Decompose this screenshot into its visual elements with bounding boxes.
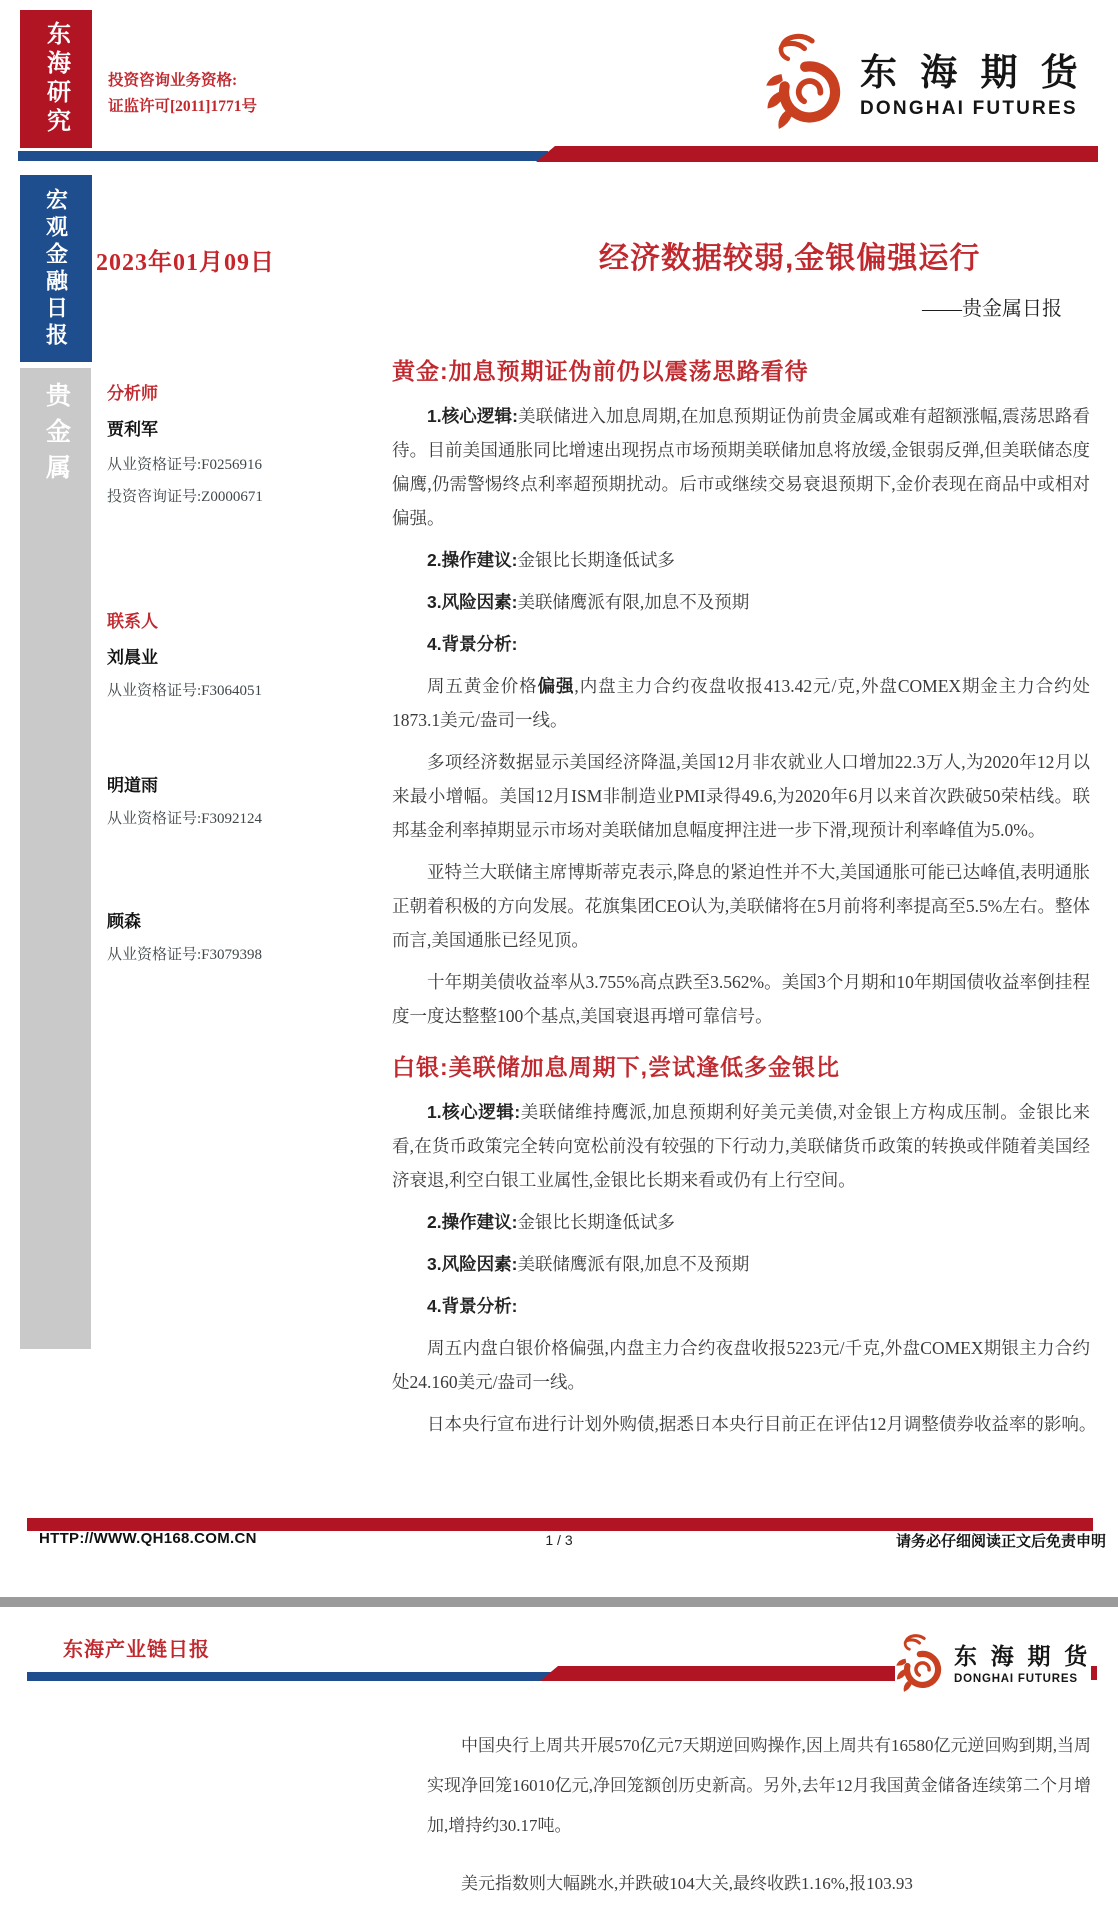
page2-divider-red xyxy=(540,1666,895,1681)
page2-report-title: 东海产业链日报 xyxy=(63,1639,210,1661)
page2-body xyxy=(427,1726,1091,1922)
gold-operation-advice-label: 2.操作建议: xyxy=(427,550,518,570)
gold-operation-advice: 2.操作建议:金银比长期逢低试多 xyxy=(427,550,675,570)
sidebar-macro-label: 宏观金融日报 xyxy=(43,187,69,350)
company-logo-text xyxy=(860,32,1085,122)
analyst-cert-2: 投资咨询证号:Z0000671 xyxy=(107,489,263,505)
analyst-cert-1: 从业资格证号:F0256916 xyxy=(107,457,263,473)
license-line-1: 投资咨询业务资格: xyxy=(108,72,238,89)
silver-background-para-1: 周五内盘白银价格偏强,内盘主力合约夜盘收报5223元/千克,外盘COMEX期银主力合约处24.160美元/盎司一线。 xyxy=(392,1338,1090,1392)
silver-background-heading: 4.背景分析: xyxy=(427,1296,518,1316)
silver-risk-factor-label: 3.风险因素: xyxy=(427,1254,518,1274)
footer-website-link[interactable]: HTTP://WWW.QH168.COM.CN xyxy=(39,1530,257,1547)
contact-cert: 从业资格证号:F3092124 xyxy=(107,811,263,827)
gold-risk-factor: 3.风险因素:美联储鹰派有限,加息不及预期 xyxy=(427,592,750,612)
silver-operation-advice: 2.操作建议:金银比长期逢低试多 xyxy=(427,1212,675,1232)
header-divider-red xyxy=(536,146,1098,162)
analyst-heading: 分析师 xyxy=(107,384,158,403)
sidebar-precious-metal-label: 贵金属 xyxy=(42,382,70,490)
contact-name: 明道雨 xyxy=(107,776,158,795)
page2-divider-blue xyxy=(27,1672,552,1681)
page2-company-logo xyxy=(896,1633,1091,1695)
gold-background-para-3: 亚特兰大联储主席博斯蒂克表示,降息的紧迫性并不大,美国通胀可能已达峰值,表明通胀正朝着积极的方向发展。花旗集团CEO认为,美联储将在5月前将利率提高至5.5%左右。整体而言,美国通胀已经见顶。 xyxy=(392,862,1090,950)
page2-company-name-cn: 东 海 期 货 xyxy=(954,1644,1092,1669)
gold-background-para-1: 周五黄金价格偏强,内盘主力合约夜盘收报413.42元/克,外盘COMEX期金主力合约处1873.1美元/盎司一线。 xyxy=(392,676,1091,730)
sidebar-precious-metal xyxy=(20,368,91,1349)
report-body xyxy=(392,355,1097,1449)
report-subtitle: ——贵金属日报 xyxy=(922,298,1062,320)
contact-name: 顾森 xyxy=(107,912,141,931)
gold-section-heading: 黄金:加息预期证伪前仍以震荡思路看待 xyxy=(392,358,809,384)
company-name-cn: 东 海 期 货 xyxy=(860,53,1085,94)
contact-item xyxy=(107,647,327,701)
dragon-logo-icon xyxy=(896,1633,946,1695)
company-name-en: DONGHAI FUTURES xyxy=(860,98,1078,119)
gold-core-logic-label: 1.核心逻辑: xyxy=(427,406,518,426)
gold-background-para-2: 多项经济数据显示美国经济降温,美国12月非农就业人口增加22.3万人,为2020年12月以来最小增幅。美国12月ISM非制造业PMI录得49.6,为2020年6月以来首次跌破50荣枯线。联邦基金利率掉期显示市场对美联储加息幅度押注进一步下滑,现预计利率峰值为5.0%。 xyxy=(392,752,1090,840)
footer-page-number: 1 / 3 xyxy=(545,1532,573,1548)
page-separator-bar xyxy=(0,1597,1118,1607)
silver-core-logic-label: 1.核心逻辑: xyxy=(427,1102,521,1122)
contact-item xyxy=(107,911,327,965)
contact-cert: 从业资格证号:F3064051 xyxy=(107,683,263,699)
page2-company-name-en: DONGHAI FUTURES xyxy=(954,1673,1078,1685)
footer-disclaimer: 请务必仔细阅读正文后免责申明 xyxy=(895,1533,1106,1550)
research-badge-label: 东海研究 xyxy=(42,21,69,137)
page2-company-logo-text xyxy=(954,1633,1091,1687)
silver-section-heading: 白银:美联储加息周期下,尝试逢低多金银比 xyxy=(392,1054,841,1080)
report-date: 2023年01月09日 xyxy=(96,250,275,276)
contact-cert: 从业资格证号:F3079398 xyxy=(107,947,263,963)
gold-background-para-4: 十年期美债收益率从3.755%高点跌至3.562%。美国3个月期和10年期国债收益率倒挂程度一度达整整100个基点,美国衰退再增可靠信号。 xyxy=(392,972,1090,1026)
sidebar-macro-finance-daily xyxy=(20,175,92,362)
analyst-contact-column xyxy=(107,375,327,965)
header-divider-blue xyxy=(18,151,548,161)
silver-background-para-2: 日本央行宣布进行计划外购债,据悉日本央行目前正在评估12月调整债券收益率的影响。 xyxy=(427,1414,1097,1434)
research-badge xyxy=(20,10,92,148)
gold-core-logic: 1.核心逻辑:美联储进入加息周期,在加息预期证伪前贵金属或难有超额涨幅,震荡思路看待。目前美国通胀同比增速出现拐点市场预期美联储加息将放缓,金银弱反弹,但美联储态度偏鹰,仍需警惕终点利率超预期扰动。后市或继续交易衰退预期下,金价表现在商品中或相对偏强。 xyxy=(392,406,1090,528)
license-line-2: 证监许可[2011]1771号 xyxy=(108,98,257,115)
dragon-logo-icon xyxy=(766,32,848,134)
report-title: 经济数据较弱,金银偏强运行 xyxy=(599,242,981,275)
gold-background-heading: 4.背景分析: xyxy=(427,634,518,654)
contact-item xyxy=(107,775,327,829)
silver-risk-factor: 3.风险因素:美联储鹰派有限,加息不及预期 xyxy=(427,1254,750,1274)
license-block xyxy=(108,68,257,120)
contact-name: 刘晨业 xyxy=(107,648,158,667)
silver-core-logic: 1.核心逻辑:美联储维持鹰派,加息预期利好美元美债,对金银上方构成压制。金银比来看,在货币政策完全转向宽松前没有较强的下行动力,美联储货币政策的转换或伴随着美国经济衰退,利空白银工业属性,金银比长期来看或仍有上行空间。 xyxy=(392,1102,1090,1190)
page2-para-1: 中国央行上周共开展570亿元7天期逆回购操作,因上周共有16580亿元逆回购到期,当周实现净回笼16010亿元,净回笼额创历史新高。另外,去年12月我国黄金储备连续第二个月增加,增持约30.17吨。 xyxy=(427,1736,1091,1835)
contacts-heading: 联系人 xyxy=(107,612,158,631)
gold-risk-factor-label: 3.风险因素: xyxy=(427,592,518,612)
silver-operation-advice-label: 2.操作建议: xyxy=(427,1212,518,1232)
page2-para-2: 美元指数则大幅跳水,并跌破104大关,最终收跌1.16%,报103.93 xyxy=(461,1874,913,1893)
analyst-name: 贾利军 xyxy=(107,420,158,439)
company-logo xyxy=(766,32,1085,134)
